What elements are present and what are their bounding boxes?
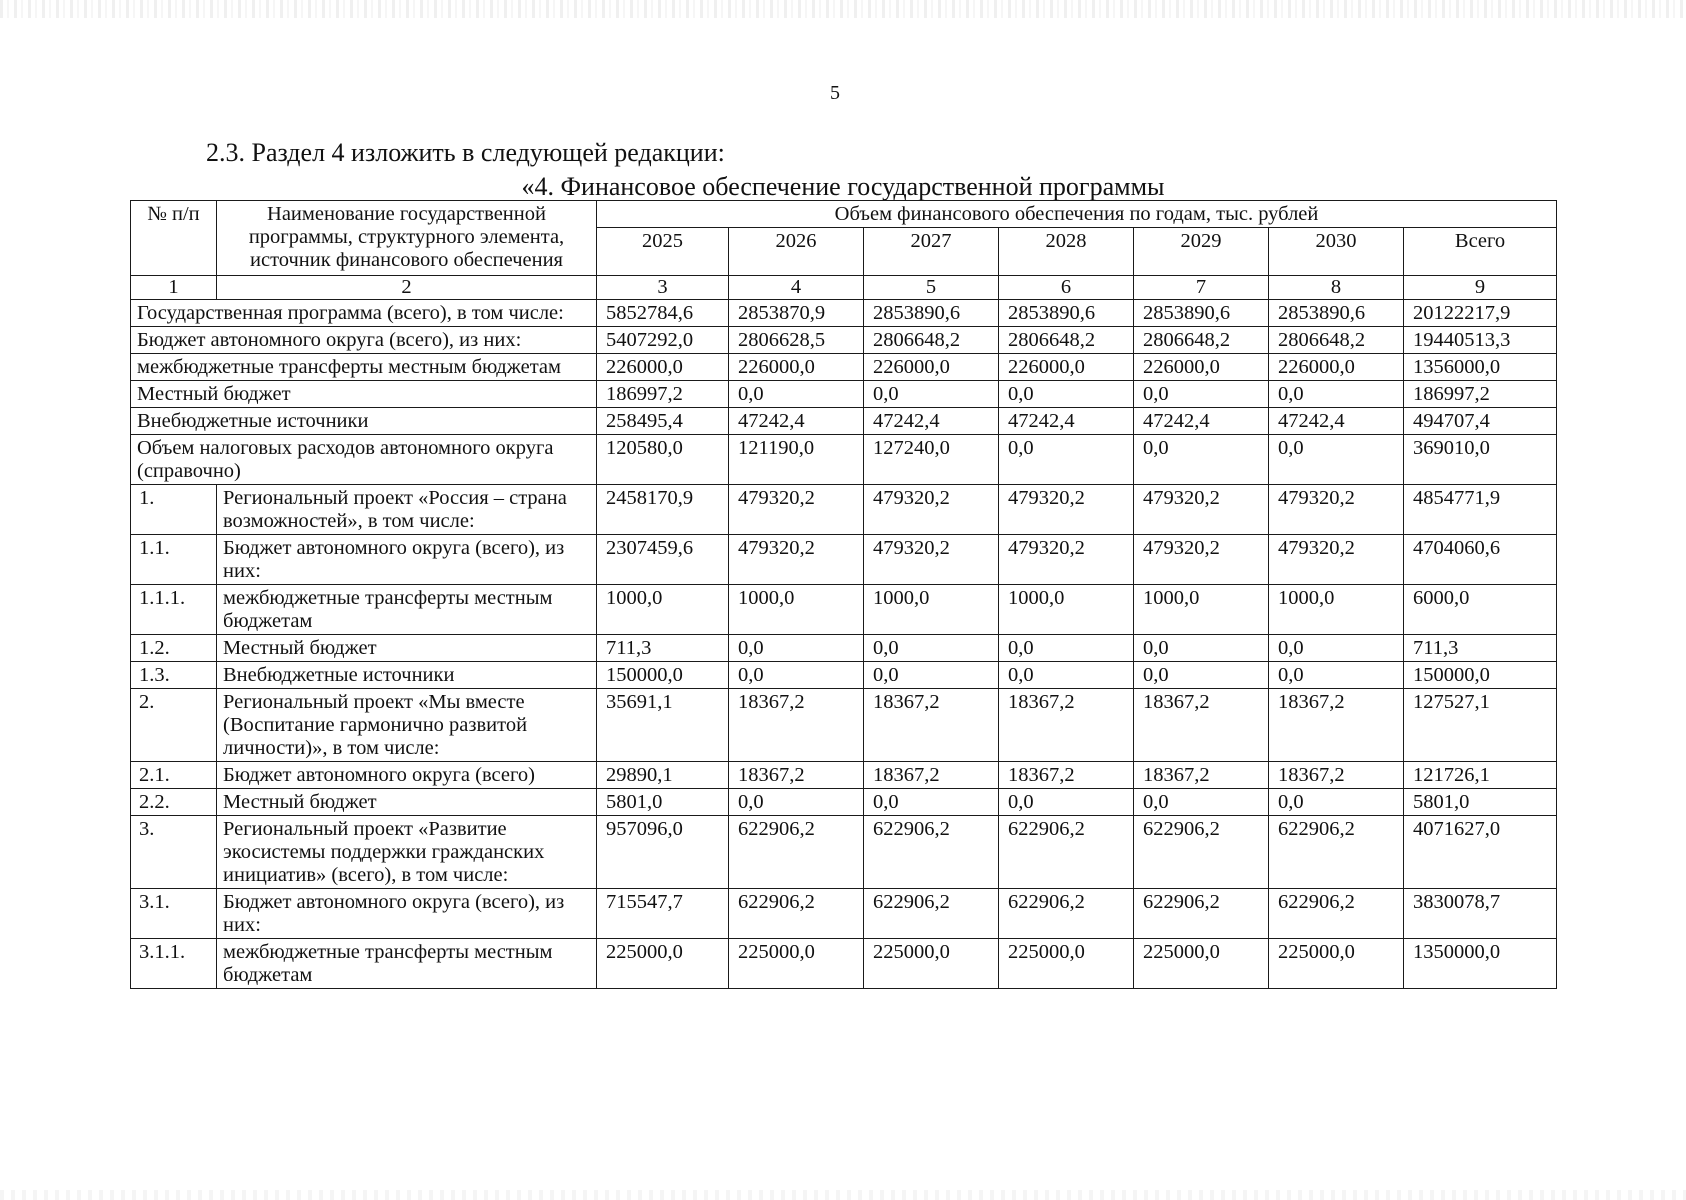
scan-noise-bottom bbox=[0, 1190, 1686, 1200]
row-value: 225000,0 bbox=[1269, 939, 1404, 989]
row-value: 0,0 bbox=[999, 789, 1134, 816]
row-value: 479320,2 bbox=[1269, 535, 1404, 585]
row-value: 622906,2 bbox=[1134, 816, 1269, 889]
row-name: Местный бюджет bbox=[217, 635, 597, 662]
row-value: 0,0 bbox=[1269, 635, 1404, 662]
row-total: 1356000,0 bbox=[1404, 354, 1557, 381]
row-value: 47242,4 bbox=[1134, 408, 1269, 435]
row-value: 622906,2 bbox=[1269, 816, 1404, 889]
row-value: 0,0 bbox=[1134, 381, 1269, 408]
row-number: 3.1.1. bbox=[131, 939, 217, 989]
row-name: Внебюджетные источники bbox=[131, 408, 597, 435]
column-number: 9 bbox=[1404, 276, 1557, 300]
row-value: 715547,7 bbox=[597, 889, 729, 939]
row-total: 4071627,0 bbox=[1404, 816, 1557, 889]
row-value: 0,0 bbox=[999, 381, 1134, 408]
row-number: 1.1.1. bbox=[131, 585, 217, 635]
row-name: Бюджет автономного округа (всего) bbox=[217, 762, 597, 789]
row-name: Региональный проект «Мы вместе (Воспитание гармонично развитой личности)», в том числе: bbox=[217, 689, 597, 762]
row-value: 479320,2 bbox=[1134, 535, 1269, 585]
row-value: 226000,0 bbox=[597, 354, 729, 381]
row-value: 18367,2 bbox=[1134, 762, 1269, 789]
row-total: 4854771,9 bbox=[1404, 485, 1557, 535]
row-number: 2. bbox=[131, 689, 217, 762]
row-value: 18367,2 bbox=[1134, 689, 1269, 762]
page-number: 5 bbox=[830, 82, 840, 104]
row-value: 0,0 bbox=[1134, 662, 1269, 689]
table-row bbox=[131, 635, 1557, 662]
document-title: «4. Финансовое обеспечение государственной программы bbox=[521, 172, 1165, 201]
row-value: 225000,0 bbox=[864, 939, 999, 989]
row-total: 6000,0 bbox=[1404, 585, 1557, 635]
row-value: 0,0 bbox=[1134, 435, 1269, 485]
row-value: 622906,2 bbox=[729, 816, 864, 889]
row-value: 479320,2 bbox=[864, 485, 999, 535]
column-number: 5 bbox=[864, 276, 999, 300]
row-value: 479320,2 bbox=[729, 485, 864, 535]
row-value: 226000,0 bbox=[999, 354, 1134, 381]
row-value: 2806648,2 bbox=[864, 327, 999, 354]
row-value: 2806648,2 bbox=[999, 327, 1134, 354]
row-value: 47242,4 bbox=[999, 408, 1134, 435]
row-value: 18367,2 bbox=[864, 762, 999, 789]
table-row bbox=[131, 485, 1557, 535]
row-value: 18367,2 bbox=[729, 689, 864, 762]
table-body bbox=[131, 300, 1557, 989]
table-row bbox=[131, 327, 1557, 354]
row-number: 2.2. bbox=[131, 789, 217, 816]
row-name: Региональный проект «Россия – страна возможностей», в том числе: bbox=[217, 485, 597, 535]
row-value: 29890,1 bbox=[597, 762, 729, 789]
row-value: 0,0 bbox=[1269, 789, 1404, 816]
row-value: 0,0 bbox=[864, 381, 999, 408]
row-value: 5407292,0 bbox=[597, 327, 729, 354]
row-value: 0,0 bbox=[864, 635, 999, 662]
header-row-top bbox=[131, 201, 1557, 228]
row-value: 47242,4 bbox=[864, 408, 999, 435]
row-total: 369010,0 bbox=[1404, 435, 1557, 485]
row-name: Государственная программа (всего), в том числе: bbox=[131, 300, 597, 327]
table-row bbox=[131, 354, 1557, 381]
row-value: 2806628,5 bbox=[729, 327, 864, 354]
row-name: межбюджетные трансферты местным бюджетам bbox=[217, 939, 597, 989]
header-year: 2028 bbox=[999, 228, 1134, 276]
row-value: 47242,4 bbox=[729, 408, 864, 435]
row-value: 127240,0 bbox=[864, 435, 999, 485]
table-row bbox=[131, 889, 1557, 939]
row-value: 0,0 bbox=[729, 381, 864, 408]
row-value: 0,0 bbox=[1134, 635, 1269, 662]
header-year: 2025 bbox=[597, 228, 729, 276]
header-num: № п/п bbox=[131, 201, 217, 276]
row-name: Объем налоговых расходов автономного округа (справочно) bbox=[131, 435, 597, 485]
row-number: 3.1. bbox=[131, 889, 217, 939]
row-value: 0,0 bbox=[729, 789, 864, 816]
row-total: 19440513,3 bbox=[1404, 327, 1557, 354]
row-value: 0,0 bbox=[999, 662, 1134, 689]
row-value: 2458170,9 bbox=[597, 485, 729, 535]
row-value: 226000,0 bbox=[864, 354, 999, 381]
row-value: 18367,2 bbox=[999, 689, 1134, 762]
table-row bbox=[131, 408, 1557, 435]
row-name: Региональный проект «Развитие экосистемы поддержки гражданских инициатив» (всего), в том числе: bbox=[217, 816, 597, 889]
row-value: 0,0 bbox=[1134, 789, 1269, 816]
row-value: 2307459,6 bbox=[597, 535, 729, 585]
column-number: 7 bbox=[1134, 276, 1269, 300]
header-name: Наименование государственной программы, структурного элемента, источник финансового обеспечения bbox=[217, 201, 597, 276]
row-value: 0,0 bbox=[1269, 381, 1404, 408]
table-row bbox=[131, 816, 1557, 889]
row-value: 186997,2 bbox=[597, 381, 729, 408]
column-number: 4 bbox=[729, 276, 864, 300]
table-row bbox=[131, 789, 1557, 816]
row-value: 622906,2 bbox=[864, 889, 999, 939]
row-total: 711,3 bbox=[1404, 635, 1557, 662]
row-value: 2806648,2 bbox=[1134, 327, 1269, 354]
row-value: 1000,0 bbox=[597, 585, 729, 635]
row-value: 226000,0 bbox=[1134, 354, 1269, 381]
table-row bbox=[131, 535, 1557, 585]
column-number: 3 bbox=[597, 276, 729, 300]
row-value: 226000,0 bbox=[1269, 354, 1404, 381]
row-value: 0,0 bbox=[1269, 662, 1404, 689]
table-row bbox=[131, 939, 1557, 989]
header-year: 2026 bbox=[729, 228, 864, 276]
row-value: 1000,0 bbox=[729, 585, 864, 635]
row-value: 622906,2 bbox=[999, 889, 1134, 939]
row-value: 2806648,2 bbox=[1269, 327, 1404, 354]
row-value: 479320,2 bbox=[864, 535, 999, 585]
row-value: 150000,0 bbox=[597, 662, 729, 689]
row-value: 1000,0 bbox=[1269, 585, 1404, 635]
header-year: 2029 bbox=[1134, 228, 1269, 276]
row-name: межбюджетные трансферты местным бюджетам bbox=[131, 354, 597, 381]
row-number: 1.2. bbox=[131, 635, 217, 662]
row-value: 225000,0 bbox=[597, 939, 729, 989]
table-row bbox=[131, 689, 1557, 762]
row-total: 494707,4 bbox=[1404, 408, 1557, 435]
row-name: Внебюджетные источники bbox=[217, 662, 597, 689]
row-value: 2853890,6 bbox=[864, 300, 999, 327]
row-name: Местный бюджет bbox=[217, 789, 597, 816]
row-value: 0,0 bbox=[729, 662, 864, 689]
row-value: 35691,1 bbox=[597, 689, 729, 762]
row-name: Бюджет автономного округа (всего), из них: bbox=[217, 889, 597, 939]
row-value: 2853890,6 bbox=[1134, 300, 1269, 327]
row-name: Бюджет автономного округа (всего), из них: bbox=[131, 327, 597, 354]
row-value: 120580,0 bbox=[597, 435, 729, 485]
row-value: 225000,0 bbox=[1134, 939, 1269, 989]
row-value: 226000,0 bbox=[729, 354, 864, 381]
row-value: 47242,4 bbox=[1269, 408, 1404, 435]
row-value: 225000,0 bbox=[729, 939, 864, 989]
row-value: 479320,2 bbox=[729, 535, 864, 585]
section-intro: 2.3. Раздел 4 изложить в следующей редакции: bbox=[206, 138, 725, 167]
row-total: 186997,2 bbox=[1404, 381, 1557, 408]
row-value: 1000,0 bbox=[1134, 585, 1269, 635]
row-total: 127527,1 bbox=[1404, 689, 1557, 762]
row-value: 622906,2 bbox=[1269, 889, 1404, 939]
row-number: 3. bbox=[131, 816, 217, 889]
column-number: 6 bbox=[999, 276, 1134, 300]
scan-noise-top bbox=[0, 0, 1686, 18]
row-value: 479320,2 bbox=[999, 485, 1134, 535]
row-value: 2853870,9 bbox=[729, 300, 864, 327]
row-value: 479320,2 bbox=[1269, 485, 1404, 535]
table-row bbox=[131, 300, 1557, 327]
column-number: 8 bbox=[1269, 276, 1404, 300]
header-year: 2027 bbox=[864, 228, 999, 276]
table-row bbox=[131, 762, 1557, 789]
row-value: 0,0 bbox=[1269, 435, 1404, 485]
row-value: 2853890,6 bbox=[1269, 300, 1404, 327]
row-value: 1000,0 bbox=[864, 585, 999, 635]
financing-table bbox=[130, 200, 1557, 989]
column-number-row bbox=[131, 276, 1557, 300]
row-value: 225000,0 bbox=[999, 939, 1134, 989]
header-year: 2030 bbox=[1269, 228, 1404, 276]
row-number: 2.1. bbox=[131, 762, 217, 789]
row-value: 622906,2 bbox=[999, 816, 1134, 889]
header-total: Всего bbox=[1404, 228, 1557, 276]
row-value: 258495,4 bbox=[597, 408, 729, 435]
row-total: 3830078,7 bbox=[1404, 889, 1557, 939]
row-value: 18367,2 bbox=[729, 762, 864, 789]
row-value: 18367,2 bbox=[1269, 762, 1404, 789]
row-value: 5801,0 bbox=[597, 789, 729, 816]
row-value: 957096,0 bbox=[597, 816, 729, 889]
row-name: Бюджет автономного округа (всего), из них: bbox=[217, 535, 597, 585]
table-row bbox=[131, 435, 1557, 485]
row-total: 4704060,6 bbox=[1404, 535, 1557, 585]
row-number: 1.3. bbox=[131, 662, 217, 689]
header-volume: Объем финансового обеспечения по годам, тыс. рублей bbox=[597, 201, 1557, 228]
row-name: Местный бюджет bbox=[131, 381, 597, 408]
row-value: 18367,2 bbox=[1269, 689, 1404, 762]
column-number: 2 bbox=[217, 276, 597, 300]
row-number: 1. bbox=[131, 485, 217, 535]
row-value: 1000,0 bbox=[999, 585, 1134, 635]
row-value: 5852784,6 bbox=[597, 300, 729, 327]
table-row bbox=[131, 585, 1557, 635]
row-value: 622906,2 bbox=[729, 889, 864, 939]
row-number: 1.1. bbox=[131, 535, 217, 585]
row-total: 20122217,9 bbox=[1404, 300, 1557, 327]
row-value: 0,0 bbox=[999, 635, 1134, 662]
table-row bbox=[131, 381, 1557, 408]
row-value: 622906,2 bbox=[1134, 889, 1269, 939]
row-total: 5801,0 bbox=[1404, 789, 1557, 816]
table-row bbox=[131, 662, 1557, 689]
row-value: 2853890,6 bbox=[999, 300, 1134, 327]
row-value: 0,0 bbox=[729, 635, 864, 662]
row-value: 0,0 bbox=[864, 662, 999, 689]
row-value: 711,3 bbox=[597, 635, 729, 662]
row-total: 121726,1 bbox=[1404, 762, 1557, 789]
row-total: 1350000,0 bbox=[1404, 939, 1557, 989]
column-number: 1 bbox=[131, 276, 217, 300]
row-value: 0,0 bbox=[864, 789, 999, 816]
row-value: 622906,2 bbox=[864, 816, 999, 889]
row-value: 0,0 bbox=[999, 435, 1134, 485]
row-value: 121190,0 bbox=[729, 435, 864, 485]
row-name: межбюджетные трансферты местным бюджетам bbox=[217, 585, 597, 635]
row-total: 150000,0 bbox=[1404, 662, 1557, 689]
row-value: 479320,2 bbox=[999, 535, 1134, 585]
row-value: 18367,2 bbox=[999, 762, 1134, 789]
row-value: 479320,2 bbox=[1134, 485, 1269, 535]
row-value: 18367,2 bbox=[864, 689, 999, 762]
